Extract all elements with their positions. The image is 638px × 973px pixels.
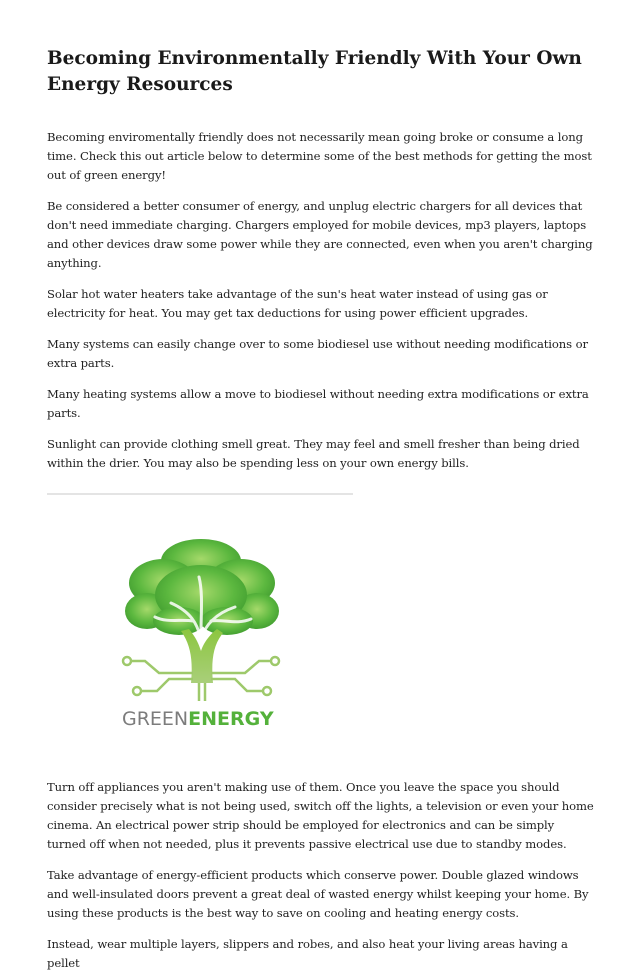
paragraph-efficient-products: Take advantage of energy-efficient products which conserve power. Double glazed windows and well-insulated doors prevent a great deal of wasted energy whilst keeping your home. By using these products is the best way to save on cooling and heating energy costs. <box>47 868 589 920</box>
paragraph-systems: Many systems can easily change over to some biodiesel use without needing modifications or extra parts. <box>47 337 588 370</box>
tree-circuit-icon <box>119 533 283 711</box>
paragraph-intro: Becoming enviromentally friendly does not necessarily mean going broke or consume a long time. Check this out article below to determine some of the best methods for getting the most out of green energy! <box>47 130 592 182</box>
green-energy-logo <box>119 533 283 729</box>
logo-word-green: GREEN <box>122 708 189 730</box>
article <box>47 46 595 973</box>
paragraph-heating: Many heating systems allow a move to biodiesel without needing extra modifications or extra parts. <box>47 387 589 420</box>
paragraph-sunlight: Sunlight can provide clothing smell great. They may feel and smell fresher than being dried within the drier. You may also be spending less on your own energy bills. <box>47 437 580 470</box>
paragraph-solar: Solar hot water heaters take advantage of the sun's heat water instead of using gas or electricity for heat. You may get tax deductions for using power efficient upgrades. <box>47 287 548 320</box>
paragraph-appliances: Turn off appliances you aren't making use of them. Once you leave the space you should consider precisely what is not being used, switch off the lights, a television or even your home cinema. An electrical power strip should be employed for electronics and can be simply turned off when not needed, plus it prevents passive electrical use due to standby modes. <box>47 780 594 851</box>
paragraph-layers: Instead, wear multiple layers, slippers and robes, and also heat your living areas having a pellet <box>47 937 568 970</box>
logo-wordmark <box>122 708 274 730</box>
divider <box>47 493 353 495</box>
logo-word-energy: ENERGY <box>188 708 274 730</box>
paragraph-chargers: Be considered a better consumer of energy, and unplug electric chargers for all devices that don't need immediate charging. Chargers employed for mobile devices, mp3 players, laptops and other devices draw some power while they are connected, even when you aren't charging anything. <box>47 199 593 270</box>
article-title: Becoming Environmentally Friendly With Your Own Energy Resources <box>47 48 582 95</box>
